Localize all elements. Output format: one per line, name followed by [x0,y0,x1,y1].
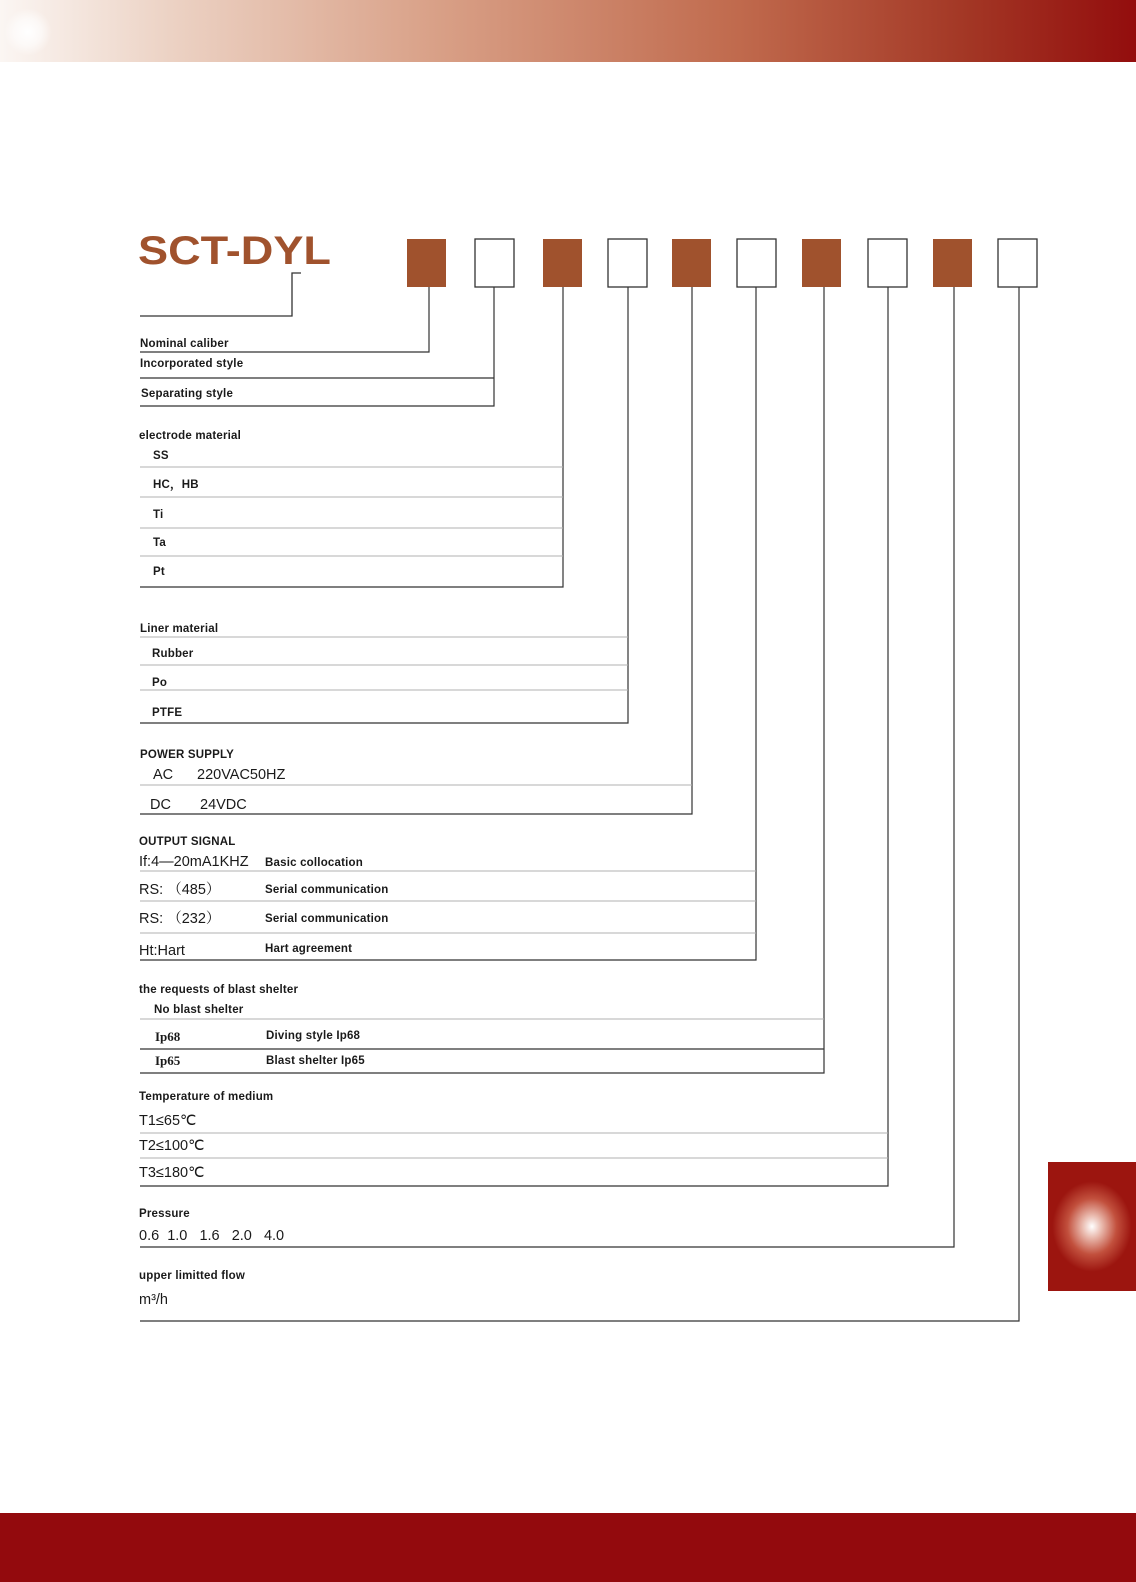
labels [139,338,389,1308]
connector-temperature [140,287,888,1186]
power-code: DC [150,797,171,813]
connector-blast [140,287,824,1073]
power-value: 24VDC [200,797,247,813]
liner-item: Rubber [152,648,194,660]
code-box-9 [933,239,972,287]
output-code: RS: （485） [139,882,221,898]
nominal-caliber-label: Nominal caliber [140,338,229,350]
output-title: OUTPUT SIGNAL [139,836,236,848]
output-desc: Serial communication [265,913,389,925]
blast-desc: Blast shelter Ip65 [266,1055,365,1067]
temperature-title: Temperature of medium [139,1091,274,1103]
electrode-item: HC，HB [153,479,199,491]
connector-flow [140,287,1019,1321]
pressure-title: Pressure [139,1208,190,1220]
code-boxes [407,239,1037,287]
code-box-5 [672,239,711,287]
output-desc: Serial communication [265,884,389,896]
blast-title: the requests of blast shelter [139,984,299,996]
liner-item: PTFE [152,707,183,719]
power-title: POWER SUPPLY [140,749,234,761]
liner-item: Po [152,677,168,689]
output-code: Ht:Hart [139,943,185,959]
flow-title: upper limitted flow [139,1270,246,1282]
connector-lines [140,287,1019,1321]
flow-unit: m³/h [139,1292,168,1308]
code-box-2 [475,239,514,287]
liner-title: Liner material [140,623,219,635]
power-code: AC [153,767,174,783]
model-title [138,229,331,273]
pressure-values: 0.6 1.0 1.6 2.0 4.0 [139,1228,285,1244]
electrode-item: SS [153,450,169,462]
output-code: If:4—20mA1KHZ [139,854,249,870]
blast-desc: Diving style Ip68 [266,1030,361,1042]
code-box-3 [543,239,582,287]
blast-none: No blast shelter [154,1004,244,1016]
electrode-item: Pt [153,566,165,578]
separating-style-label: Separating style [141,388,234,400]
code-box-10 [998,239,1037,287]
code-box-1 [407,239,446,287]
output-code: RS: （232） [139,911,221,927]
power-value: 220VAC50HZ [197,767,286,783]
electrode-item: Ti [153,509,164,521]
temperature-item: T3≤180℃ [139,1165,205,1181]
title-bracket [140,273,301,316]
incorporated-style-label: Incorporated style [140,358,244,370]
electrode-item: Ta [153,537,166,549]
output-desc: Basic collocation [265,857,363,869]
output-desc: Hart agreement [265,943,353,955]
code-box-7 [802,239,841,287]
model-name: SCT-DYL [138,229,331,273]
electrode-title: electrode material [139,430,242,442]
blast-code: Ip65 [155,1053,181,1068]
temperature-item: T2≤100℃ [139,1138,205,1154]
code-box-8 [868,239,907,287]
blast-code: Ip68 [155,1029,181,1044]
temperature-item: T1≤65℃ [139,1113,197,1129]
code-box-6 [737,239,776,287]
code-box-4 [608,239,647,287]
row-dividers [140,467,888,1158]
